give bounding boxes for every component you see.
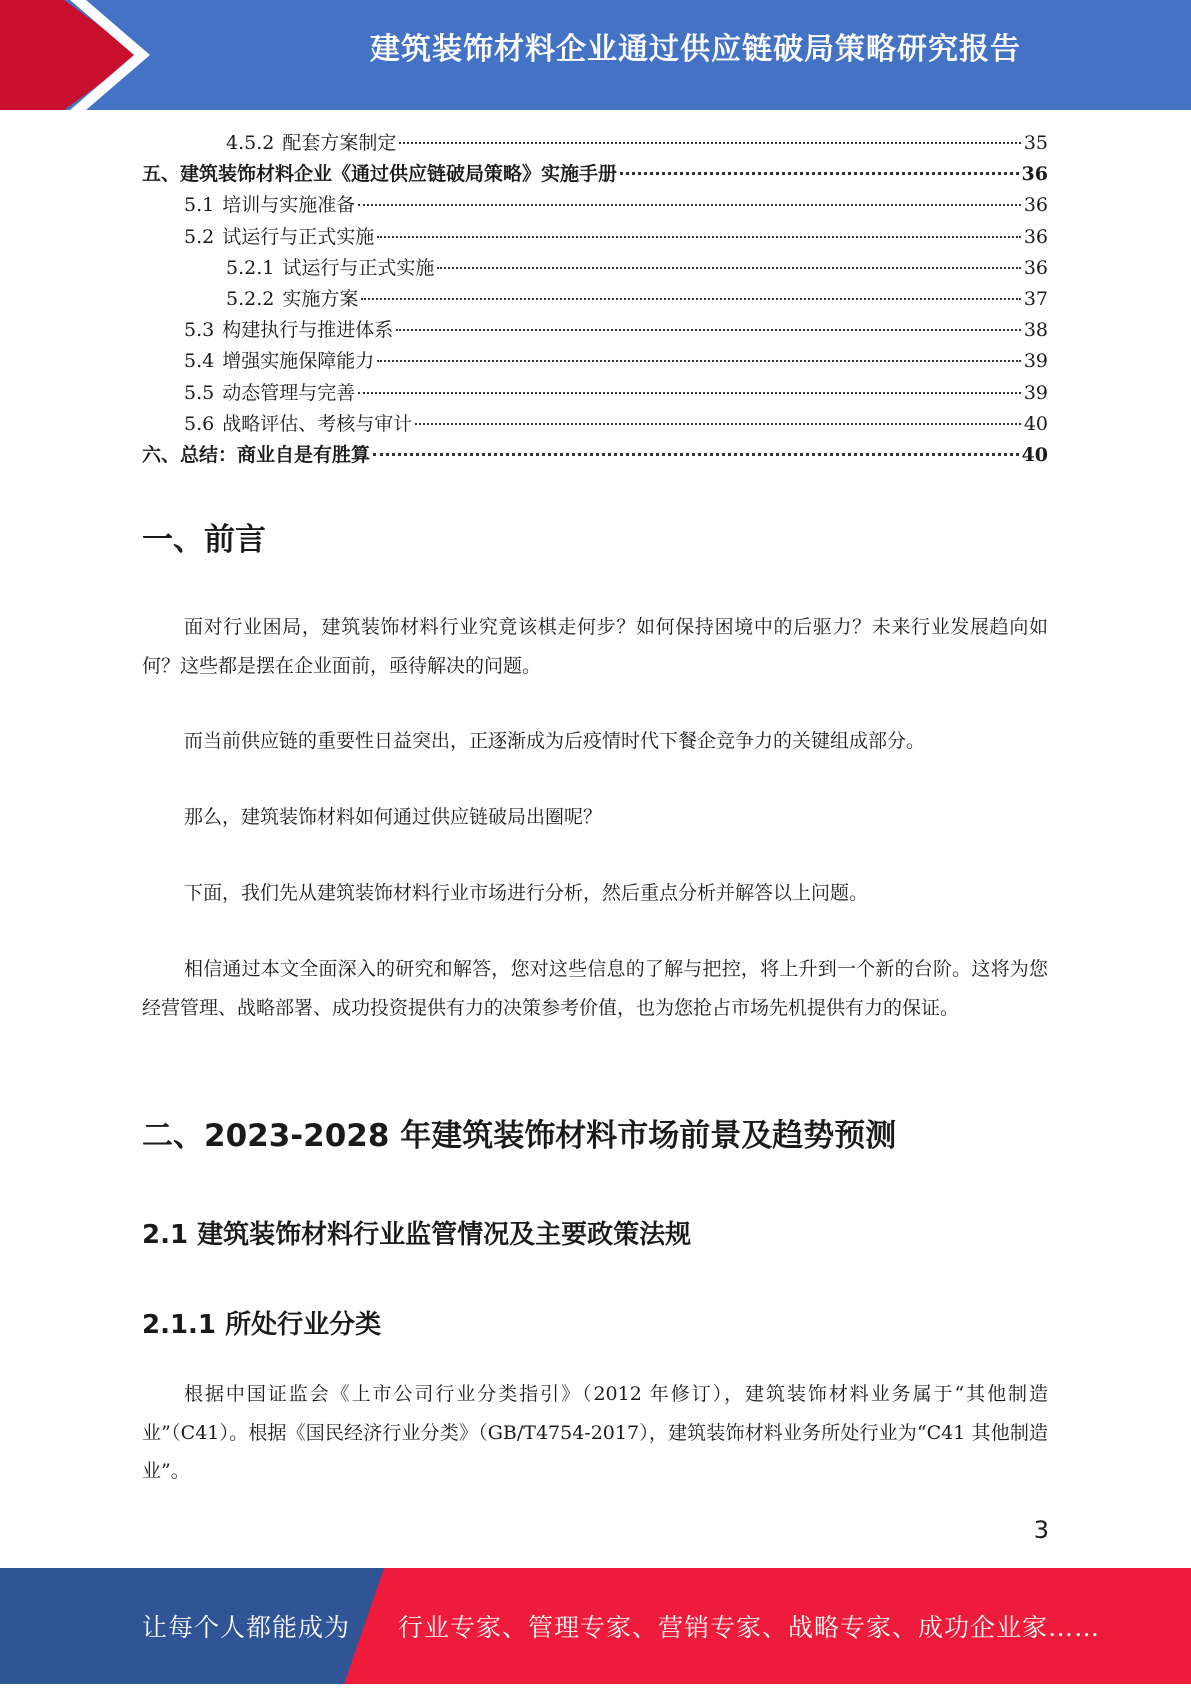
toc-entry-number: 5.2 [184, 225, 215, 248]
toc-entry[interactable] [142, 222, 1048, 253]
subsection-heading: 2.1 建筑装饰材料行业监管情况及主要政策法规 [142, 1220, 692, 1250]
toc-entry-number: 5.2.1 [226, 256, 275, 279]
body-paragraph: 下面，我们先从建筑装饰材料行业市场进行分析，然后重点分析并解答以上问题。 [184, 882, 869, 904]
toc-entry-label: 五、建筑装饰材料企业《通过供应链破局策略》实施手册 [142, 163, 618, 186]
toc-entry-label: 增强实施保障能力 [222, 350, 375, 373]
toc-entry-page: 36 [1021, 163, 1048, 186]
toc-entry-label: 试运行与正式实施 [282, 256, 435, 279]
toc-entry-label: 实施方案 [282, 287, 359, 310]
toc-entry[interactable] [142, 284, 1048, 315]
toc-dot-leader [377, 236, 1021, 238]
toc-entry-number: 4.5.2 [226, 132, 275, 154]
toc-entry[interactable] [142, 440, 1048, 471]
toc-entry-number: 5.4 [184, 350, 215, 373]
toc-entry[interactable] [142, 346, 1048, 377]
toc-entry[interactable] [142, 159, 1048, 190]
toc-entry[interactable] [142, 128, 1048, 159]
page-number: 3 [1033, 1516, 1049, 1544]
toc-entry-page: 35 [1023, 132, 1048, 154]
toc-entry[interactable] [142, 409, 1048, 440]
toc-entry-page: 40 [1021, 443, 1048, 466]
toc-entry-number: 5.3 [184, 319, 215, 342]
toc-entry-number: 5.2.2 [226, 287, 275, 310]
body-paragraph: 那么，建筑装饰材料如何通过供应链破局出圈呢？ [184, 806, 603, 828]
toc-entry[interactable] [142, 253, 1048, 284]
footer-slogan-left: 让每个人都能成为 [142, 1613, 351, 1642]
toc-entry[interactable] [142, 378, 1048, 409]
toc-entry-label: 动态管理与完善 [222, 381, 356, 404]
toc-entry-page: 37 [1023, 287, 1048, 310]
body-paragraph: 相信通过本文全面深入的研究和解答，您对这些信息的了解与把控，将上升到一个新的台阶。这将为您经营管理、战略部署、成功投资提供有力的决策参考价值，也为您抢占市场先机提供有力的保证。 [142, 958, 1048, 1019]
toc-entry-page: 39 [1023, 350, 1048, 373]
subsubsection-heading: 2.1.1 所处行业分类 [142, 1310, 382, 1340]
table-of-contents [142, 128, 1048, 471]
toc-dot-leader [361, 298, 1020, 300]
body-paragraph: 而当前供应链的重要性日益突出，正逐渐成为后疫情时代下餐企竞争力的关键组成部分。 [184, 730, 926, 752]
toc-dot-leader [358, 204, 1021, 206]
toc-entry-page: 36 [1023, 256, 1048, 279]
toc-entry-number: 5.6 [184, 412, 215, 435]
body-paragraph: 根据中国证监会《上市公司行业分类指引》（2012 年修订），建筑装饰材料业务属于“其他制造业”（C41）。根据《国民经济行业分类》（GB/T4754-2017），建筑装饰材料业务所处行业为“C41 其他制造业”。 [142, 1383, 1048, 1482]
body-paragraph: 面对行业困局，建筑装饰材料行业究竟该棋走何步？如何保持困境中的后驱力？未来行业发展趋向如何？这些都是摆在企业面前，亟待解决的问题。 [142, 616, 1048, 677]
toc-dot-leader [396, 329, 1021, 331]
toc-dot-leader [373, 453, 1019, 456]
toc-entry[interactable] [142, 190, 1048, 221]
toc-dot-leader [358, 392, 1021, 394]
toc-dot-leader [620, 172, 1019, 175]
toc-dot-leader [377, 360, 1021, 362]
toc-entry-label: 培训与实施准备 [222, 194, 356, 217]
footer-slogan-right: 行业专家、管理专家、营销专家、战略专家、成功企业家…… [398, 1613, 1101, 1642]
toc-dot-leader [437, 267, 1020, 269]
toc-entry[interactable] [142, 315, 1048, 346]
toc-entry-page: 38 [1023, 319, 1048, 342]
toc-entry-page: 39 [1023, 381, 1048, 404]
toc-entry-page: 36 [1023, 194, 1048, 217]
toc-entry-label: 六、总结：商业自是有胜算 [142, 443, 371, 466]
toc-dot-leader [415, 423, 1021, 425]
header-banner [0, 0, 1191, 110]
toc-entry-number: 5.5 [184, 381, 215, 404]
document-title: 建筑装饰材料企业通过供应链破局策略研究报告 [370, 32, 1021, 67]
toc-entry-number: 5.1 [184, 194, 215, 217]
section-heading-preface: 一、前言 [142, 522, 266, 558]
toc-entry-label: 试运行与正式实施 [222, 225, 375, 248]
toc-entry-label: 战略评估、考核与审计 [222, 412, 413, 435]
section-heading-market-outlook: 二、2023-2028 年建筑装饰材料市场前景及趋势预测 [142, 1118, 897, 1154]
footer-banner [0, 1568, 1191, 1684]
toc-entry-page: 36 [1023, 225, 1048, 248]
toc-entry-page: 40 [1023, 412, 1048, 435]
toc-dot-leader [399, 142, 1020, 144]
toc-entry-label: 构建执行与推进体系 [222, 319, 394, 342]
toc-entry-label: 配套方案制定 [282, 132, 397, 154]
